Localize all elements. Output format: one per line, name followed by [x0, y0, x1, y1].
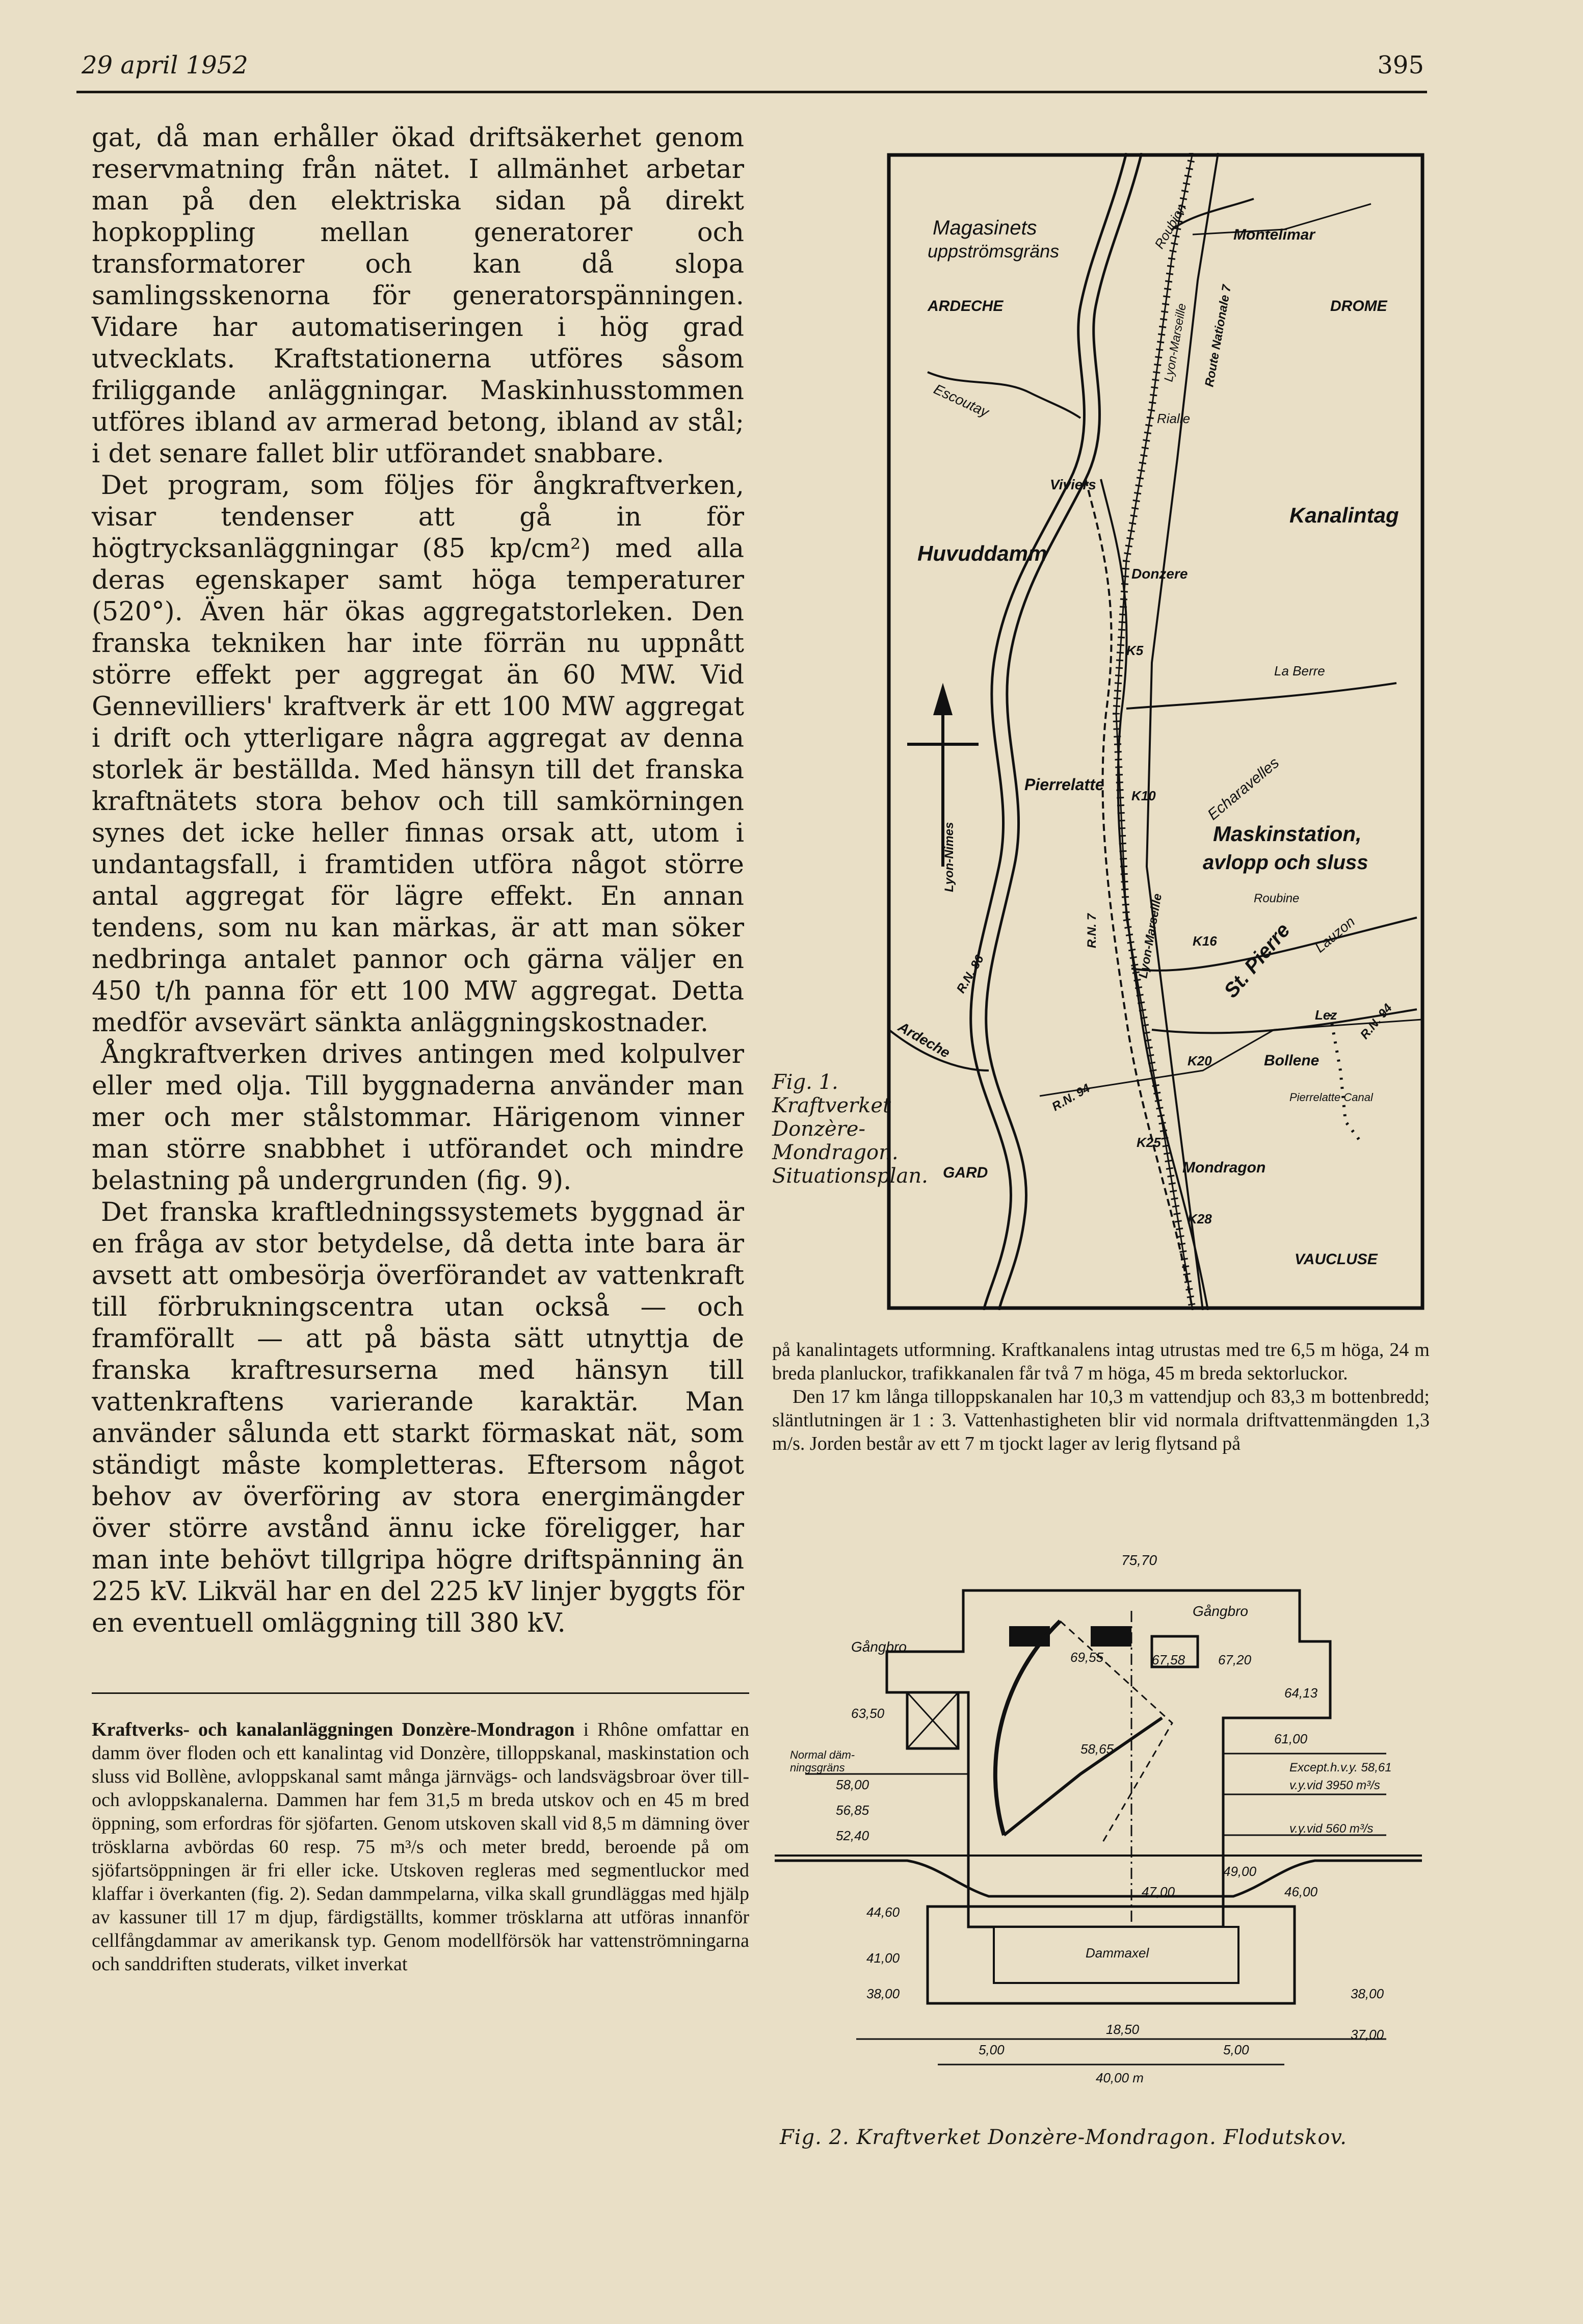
- elevation-label: 58,65: [1080, 1741, 1114, 1757]
- body-text-right-column: [772, 1338, 1430, 1455]
- header-rule: [76, 91, 1427, 93]
- power-canal: [1086, 479, 1193, 1310]
- paragraph: Det program, som följes för ångkraftverken, visar tendenser att gå in för högtrycksanläggningar (85 kp/cm²) med alla deras egenskaper samt höga temperaturer (520°). Även här ökas aggregatstorleken. Den franska tekniken har inte förrän nu uppnått större effekt per aggregat än 60 MW. Vid Gennevilliers' kraftverk är ett 100 MW aggregat i drift och ytterligare några aggregat av denna storlek är beställda. Med hänsyn till det franska kraftnätets stora behov och till samkörningen synes det icke heller finnas orsak att, utom i undantagsfall, i framtiden utföra något större antal aggregat för lägre effekt. En annan tendens, som nu kan märkas, är att man söker nedbringa antalet pannor och gärna väljer en 450 t/h panna för ett 100 MW aggregat. Detta medför avsevärt sänkta anläggningskostnader.: [92, 471, 744, 1038]
- drawing-label: v.y.vid 3950 m³/s: [1289, 1779, 1380, 1792]
- map-label: Maskinstation,: [1213, 822, 1362, 846]
- map-label: Ardeche: [895, 1019, 953, 1061]
- map-label: Huvuddamm: [917, 541, 1047, 565]
- page-number: 395: [1377, 51, 1424, 80]
- elevation-label: 61,00: [1274, 1731, 1308, 1746]
- elevation-label: 58,00: [836, 1777, 869, 1792]
- map-label: Lez: [1315, 1007, 1337, 1023]
- map-label: Lyon-Marseille: [1162, 302, 1189, 383]
- map-label: Lyon-Marseille: [1136, 892, 1165, 980]
- elevation-label: 46,00: [1284, 1884, 1318, 1899]
- paragraph: gat, då man erhåller ökad driftsäkerhet genom reservmatning från nätet. I allmänhet arbetar man på den elektriska sidan på direkt hopkoppling mellan generatorer och transformatorer och kan då slopa samlingsskenorna för generatorspänningen. Vidare har automatiseringen i hög grad utvecklats. Kraftstationerna utföres såsom friliggande anläggningar. Maskinhusstommen utföres ibland av armerad betong, ibland av stål; i det senare fallet blir utförandet snabbare.: [92, 123, 744, 469]
- map-label: Escoutay: [931, 381, 991, 421]
- map-label: GARD: [943, 1164, 988, 1181]
- dimension-label: 40,00 m: [1096, 2070, 1144, 2085]
- map-label: Donzere: [1131, 566, 1188, 582]
- elevation-label: 49,00: [1223, 1864, 1257, 1879]
- map-label: Magasinets: [933, 217, 1037, 239]
- elevation-label: 56,85: [836, 1803, 869, 1818]
- map-label: uppströmsgräns: [928, 241, 1060, 262]
- map-label: ARDECHE: [928, 298, 1004, 315]
- body-text-left-column: [92, 122, 744, 1639]
- map-label: K5: [1126, 643, 1144, 658]
- map-label: K20: [1188, 1053, 1212, 1068]
- map-label: R.N. 7: [1085, 913, 1099, 948]
- figure-2-spillway-section: [775, 1550, 1422, 2090]
- segment-gate: [995, 1621, 1060, 1835]
- drawing-label: Gångbro: [851, 1639, 907, 1655]
- figure-1-site-plan-map: [887, 153, 1424, 1310]
- figure-1-caption: Fig. 1. Kraftverket Donzère-Mondragon. Situationsplan.: [772, 1070, 928, 1188]
- map-label: Kanalintag: [1289, 503, 1399, 527]
- map-label: Rialle: [1157, 411, 1191, 426]
- drawing-label: Gångbro: [1193, 1603, 1248, 1619]
- elevation-label: 67,20: [1218, 1652, 1252, 1667]
- map-label: Montelimar: [1233, 226, 1315, 243]
- map-label: R.N. 94: [1357, 1001, 1395, 1042]
- dimension-label: 5,00: [1223, 2042, 1249, 2057]
- elevation-label: 41,00: [866, 1950, 900, 1966]
- map-label: Echaravelles: [1204, 754, 1283, 824]
- elevation-label: 38,00: [866, 1986, 900, 2001]
- elevation-label: 37,00: [1351, 2027, 1384, 2042]
- elevation-label: 75,70: [1121, 1552, 1157, 1568]
- note-body: i Rhône omfattar en damm över floden och ett kanalintag vid Donzère, tilloppskanal, maskinstation och sluss vid Bollène, avloppskanal samt många järnvägs- och landsvägsbroar över till- och avloppskanalerna. Dammen har fem 31,5 m breda utskov och en 45 m bred öppning, som erfordras för sjöfarten. Genom utskoven skall vid 8,5 m dämning över trösklarna avbördas 60 resp. 75 m³/s och meter bredd, beroende på om sjöfartsöppningen är fri eller icke. Utskoven regleras med segmentluckor med klaffar i överkanten (fig. 2). Sedan dammpelarna, vilka skall grundläggas med hjälp av kassuner till 17 m djup, färdigställts, kommer trösklarna att utföras innanför cellfångdammar av amerikansk typ. Genom modellförsök har vattenströmningarna och sanddriften studerats, vilket inverkat: [92, 1719, 749, 1975]
- map-label: Bollene: [1264, 1052, 1320, 1069]
- map-label: Lyon-Nimes: [942, 822, 956, 892]
- elevation-label: 44,60: [866, 1904, 900, 1920]
- map-label: R.N. 94: [1049, 1081, 1093, 1114]
- map-label: St. Pierre: [1220, 919, 1295, 1002]
- drawing-label: Normal däm-: [790, 1748, 855, 1761]
- paragraph: Den 17 km långa tilloppskanalen har 10,3 m vattendjup och 83,3 m bottenbredd; släntlutningen är 1 : 3. Vattenhastigheten blir vid normala driftvattenmängden 1,3 m/s. Jorden består av ett 7 m tjockt lager av lerig flytsand på: [772, 1386, 1430, 1454]
- note-title: Kraftverks- och kanalanläggningen Donzère-Mondragon: [92, 1719, 575, 1740]
- footnote-divider: [92, 1692, 749, 1694]
- elevation-label: 63,50: [851, 1706, 885, 1721]
- map-label: DROME: [1330, 298, 1387, 315]
- map-label: Mondragon: [1182, 1159, 1266, 1176]
- elevation-label: 47,00: [1142, 1884, 1175, 1899]
- map-label: K10: [1131, 788, 1156, 803]
- paragraph: på kanalintagets utformning. Kraftkanalens intag utrustas med tre 6,5 m höga, 24 m breda planluckor, trafikkanalen får två 7 m höga, 45 m breda sektorluckor.: [772, 1339, 1430, 1384]
- drawing-label: Except.h.v.y. 58,61: [1289, 1761, 1392, 1774]
- drawing-label: ningsgräns: [790, 1761, 845, 1774]
- elevation-label: 64,13: [1284, 1685, 1318, 1701]
- map-label: Pierrelatte: [1024, 775, 1104, 794]
- running-header-date: 29 april 1952: [82, 51, 248, 80]
- map-label: Route Nationale 7: [1202, 283, 1234, 388]
- sidebar-note: [92, 1718, 749, 1976]
- map-label: Lauzon: [1311, 913, 1358, 956]
- map-label: Roubion: [1151, 201, 1190, 251]
- map-label: avlopp och sluss: [1203, 851, 1368, 874]
- map-label: VAUCLUSE: [1295, 1251, 1378, 1268]
- map-label: K16: [1193, 933, 1217, 949]
- paragraph: Ångkraftverken drives antingen med kolpulver eller med olja. Till byggnaderna använder man mer och mer stålstommar. Härigenom vinner man större snabbhet i utförandet och mindre belastning på undergrunden (fig. 9).: [92, 1039, 744, 1196]
- map-label: K25: [1137, 1135, 1161, 1150]
- dimension-label: 18,50: [1106, 2022, 1140, 2037]
- la-berre-river: [1126, 683, 1396, 709]
- rhone-river: [971, 153, 1126, 1310]
- map-label: La Berre: [1274, 663, 1325, 678]
- paragraph: Det franska kraftledningssystemets byggnad är en fråga av stor betydelse, då detta inte bara är avsett att ombesörja överförandet av vattenkraft till förbrukningscentra utan också — och framförallt — att på bästa sätt utnyttja de franska kraftresurserna med hänsyn till vattenkraftens varierande karaktär. Man använder sålunda ett starkt förmaskat nät, som ständigt måste kompletteras. Eftersom något behov av överföring av stora energimängder över större avstånd ännu icke föreligger, har man inte behövt tillgripa högre driftspänning än 225 kV. Likväl har en del 225 kV linjer byggts för en eventuell omläggning till 380 kV.: [92, 1197, 744, 1638]
- elevation-label: 69,55: [1070, 1650, 1104, 1665]
- map-label: Roubine: [1254, 892, 1300, 905]
- dimension-label: 5,00: [979, 2042, 1005, 2057]
- elevation-label: 67,58: [1152, 1652, 1185, 1667]
- figure-2-caption: Fig. 2. Kraftverket Donzère-Mondragon. Flodutskov.: [780, 2126, 1347, 2149]
- map-label: Pierrelatte Canal: [1289, 1091, 1373, 1104]
- elevation-label: 38,00: [1351, 1986, 1384, 2001]
- map-label: K28: [1188, 1211, 1212, 1226]
- elevation-label: 52,40: [836, 1828, 869, 1843]
- drawing-label: Dammaxel: [1086, 1945, 1149, 1961]
- drawing-label: v.y.vid 560 m³/s: [1289, 1822, 1374, 1836]
- map-label: R.N. 86: [954, 953, 987, 996]
- map-label: Viviers: [1050, 477, 1096, 492]
